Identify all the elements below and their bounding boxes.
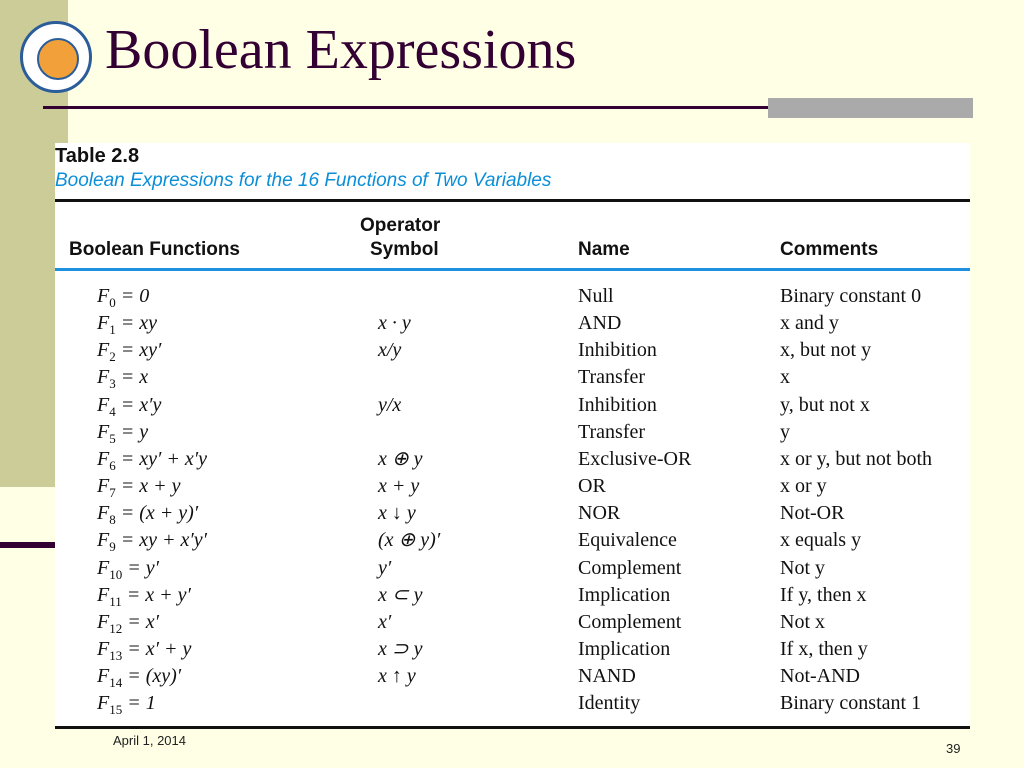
function-expression: = y′ (122, 556, 159, 579)
slide-date: April 1, 2014 (113, 733, 186, 748)
header-comments: Comments (780, 239, 879, 260)
header-name: Name (578, 239, 630, 260)
operator-symbol: x ⊕ y (378, 447, 423, 470)
function-expression: = y (115, 420, 149, 443)
function-name: Identity (578, 692, 641, 715)
operator-symbol: x/y (378, 339, 402, 362)
function-index: 15 (109, 702, 123, 718)
function-index: 7 (109, 485, 116, 501)
function-letter: F (97, 692, 110, 715)
function-expression: = x′y (115, 393, 162, 416)
table-row (55, 500, 970, 527)
table-row (55, 555, 970, 582)
table-row (55, 582, 970, 609)
table-bottom-rule (55, 726, 970, 729)
operator-symbol: (x ⊕ y)′ (378, 529, 441, 552)
function-letter: F (97, 583, 110, 606)
function-letter: F (97, 366, 110, 389)
function-comment: Not-OR (780, 502, 845, 525)
function-name: NAND (578, 665, 636, 688)
function-expression: = 1 (122, 692, 156, 715)
table-subtitle: Boolean Expressions for the 16 Functions of Two Variables (55, 170, 552, 191)
table-row (55, 337, 970, 364)
function-comment: Not-AND (780, 665, 860, 688)
function-expression: = xy′ (115, 339, 162, 362)
operator-symbol: x + y (378, 475, 420, 498)
function-letter: F (97, 502, 110, 525)
function-letter: F (97, 420, 110, 443)
function-name: Null (578, 285, 614, 307)
operator-symbol: x ↑ y (378, 665, 416, 688)
function-letter: F (97, 665, 110, 688)
function-name: Inhibition (578, 339, 657, 362)
operator-symbol: y/x (378, 393, 402, 416)
table-caption: Table 2.8 (55, 145, 140, 167)
function-index: 5 (109, 430, 116, 446)
header-rule (55, 268, 970, 271)
table-row (55, 364, 970, 391)
header-functions: Boolean Functions (69, 239, 240, 260)
function-letter: F (97, 556, 110, 579)
function-expression: = x′ + y (122, 637, 192, 660)
university-logo (20, 21, 92, 93)
function-comment: y (780, 420, 790, 443)
function-name: AND (578, 312, 622, 335)
function-letter: F (97, 475, 110, 498)
function-comment: If y, then x (780, 583, 867, 606)
function-letter: F (97, 339, 110, 362)
function-comment: x or y (780, 475, 827, 498)
title-divider-block (768, 98, 973, 118)
table-row (55, 527, 970, 554)
function-comment: x equals y (780, 529, 862, 552)
function-comment: If x, then y (780, 637, 868, 660)
header-operator: Operator (360, 215, 441, 236)
function-name: Exclusive-OR (578, 447, 692, 470)
operator-symbol: y′ (378, 556, 392, 579)
function-index: 6 (109, 457, 116, 473)
function-comment: y, but not x (780, 393, 870, 416)
boolean-table (55, 143, 970, 729)
function-index: 12 (109, 620, 123, 636)
function-comment: Binary constant 0 (780, 285, 922, 307)
function-expression: = 0 (115, 285, 150, 307)
function-index: 9 (109, 539, 116, 555)
function-index: 1 (109, 322, 116, 338)
function-comment: Not x (780, 610, 825, 633)
slide-page-number: 39 (946, 741, 961, 756)
function-letter: F (97, 285, 110, 307)
function-index: 3 (109, 376, 116, 392)
operator-symbol: x ⊂ y (378, 583, 423, 606)
function-comment: x (780, 366, 790, 389)
table-row (55, 609, 970, 636)
operator-symbol: x · y (378, 312, 411, 335)
function-comment: Not y (780, 556, 825, 579)
table-top-rule (55, 199, 970, 202)
boolean-function (97, 690, 156, 723)
function-index: 11 (109, 593, 122, 609)
function-expression: = (xy)′ (122, 665, 182, 688)
table-row (55, 473, 970, 500)
function-name: Implication (578, 583, 671, 606)
function-letter: F (97, 447, 110, 470)
function-index: 2 (109, 349, 116, 365)
function-expression: = xy′ + x′y (115, 447, 207, 470)
table-row (55, 636, 970, 663)
function-comment: Binary constant 1 (780, 692, 922, 715)
function-index: 8 (109, 512, 116, 528)
function-name: Complement (578, 556, 682, 579)
function-index: 14 (109, 675, 123, 691)
function-expression: = xy + x′y′ (115, 529, 207, 552)
sidebar-accent-bar (0, 542, 55, 548)
function-letter: F (97, 637, 110, 660)
function-expression: = x + y (115, 475, 181, 498)
function-name: Complement (578, 610, 682, 633)
operator-symbol: x ⊃ y (378, 637, 423, 660)
function-expression: = (x + y)′ (115, 502, 199, 525)
slide-title: Boolean Expressions (105, 19, 577, 81)
function-expression: = xy (115, 312, 157, 335)
function-letter: F (97, 610, 110, 633)
function-letter: F (97, 393, 110, 416)
function-comment: x and y (780, 312, 839, 335)
function-expression: = x (115, 366, 149, 389)
operator-symbol: x ↓ y (378, 502, 416, 525)
function-index: 10 (109, 566, 123, 582)
table-row (55, 663, 970, 690)
function-comment: x, but not y (780, 339, 872, 362)
function-name: NOR (578, 502, 621, 525)
table-row (55, 690, 970, 717)
function-name: Implication (578, 637, 671, 660)
function-index: 4 (109, 403, 116, 419)
table-row (55, 419, 970, 446)
function-expression: = x′ (122, 610, 159, 633)
function-name: Transfer (578, 366, 646, 389)
function-index: 13 (109, 647, 123, 663)
function-letter: F (97, 312, 110, 335)
table-row (55, 310, 970, 337)
function-name: Equivalence (578, 529, 677, 552)
function-letter: F (97, 529, 110, 552)
function-comment: x or y, but not both (780, 447, 933, 470)
function-expression: = x + y′ (121, 583, 191, 606)
operator-symbol: x′ (378, 610, 392, 633)
table-row (55, 283, 970, 310)
function-name: Transfer (578, 420, 646, 443)
header-symbol: Symbol (370, 239, 439, 260)
function-name: Inhibition (578, 393, 657, 416)
function-index: 0 (109, 295, 116, 310)
function-name: OR (578, 475, 606, 498)
table-row (55, 446, 970, 473)
table-row (55, 392, 970, 419)
